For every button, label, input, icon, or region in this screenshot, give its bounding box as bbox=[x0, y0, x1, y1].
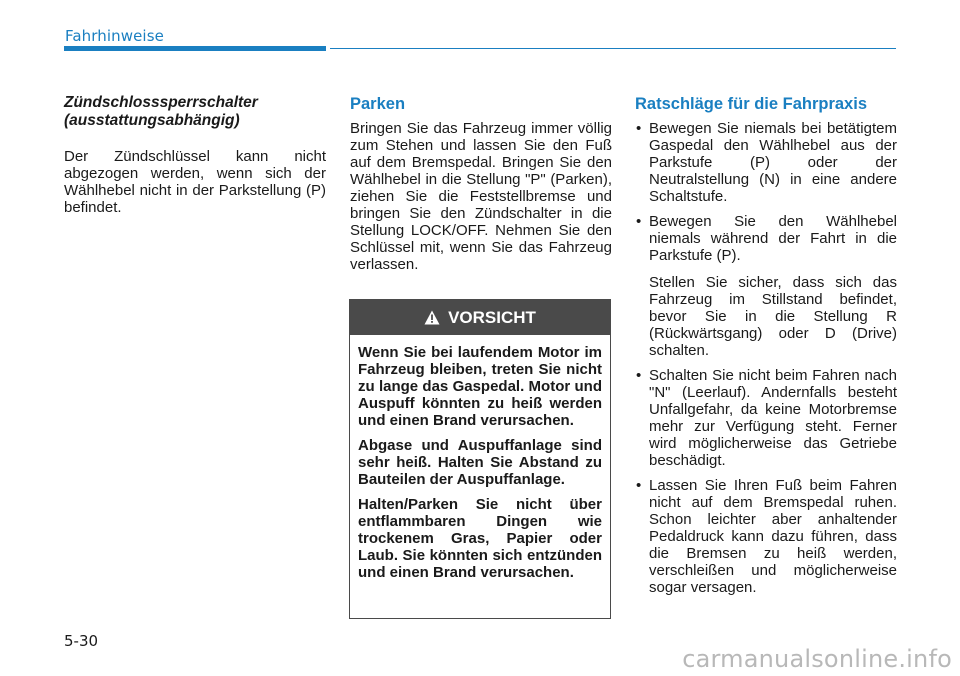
caution-header bbox=[350, 300, 610, 335]
driving-tips-list bbox=[635, 120, 897, 596]
ignition-lock-title-line1: Zündschlosssperrschalter bbox=[64, 94, 258, 111]
parking-body: Bringen Sie das Fahrzeug immer völlig zum Stehen und lassen Sie den Fuß auf dem Bremspedal. Bringen Sie den Wählhebel in die Stellung "P" (Parken), ziehen Sie die Feststellbremse und bringen Sie den Zündschalter in die Stellung LOCK/OFF. Nehmen Sie den Schlüssel mit, wenn Sie das Fahrzeug verlassen. bbox=[350, 120, 612, 273]
caution-paragraph-1: Wenn Sie bei laufendem Motor im Fahrzeug bleiben, treten Sie nicht zu lange das Gaspedal. Motor und Auspuff könnten zu heiß werden und einen Brand verursachen. bbox=[358, 344, 602, 429]
bullet: • bbox=[636, 120, 642, 137]
header-rule-thin bbox=[330, 48, 896, 49]
driving-tips-title: Ratschläge für die Fahrpraxis bbox=[635, 95, 867, 113]
list-item bbox=[635, 477, 897, 596]
ignition-lock-title bbox=[64, 94, 326, 130]
list-item bbox=[635, 367, 897, 469]
list-item-text: Lassen Sie Ihren Fuß beim Fahren nicht auf dem Bremspedal ruhen. Schon leichter aber anhaltender Pedaldruck kann dazu führen, dass die Bremsen zu heiß werden, verschleißen und möglicherweise sogar versagen. bbox=[649, 477, 897, 596]
column-parking bbox=[350, 94, 612, 277]
caution-paragraph-3: Halten/Parken Sie nicht über entflammbaren Dingen wie trockenem Gras, Papier oder Laub. Sie könnten sich entzünden und einen Brand verursachen. bbox=[358, 496, 602, 581]
warning-triangle-icon bbox=[424, 310, 440, 325]
watermark: carmanualsonline.info bbox=[682, 645, 952, 673]
parking-title: Parken bbox=[350, 95, 406, 113]
list-item-text: Bewegen Sie den Wählhebel niemals während der Fahrt in die Parkstufe (P). bbox=[649, 213, 897, 264]
column-driving-tips bbox=[635, 94, 897, 604]
column-ignition-lock bbox=[64, 94, 326, 220]
caution-paragraph-2: Abgase und Auspuffanlage sind sehr heiß. Halten Sie Abstand zu Bauteilen der Auspuffanlage. bbox=[358, 437, 602, 488]
caution-box bbox=[349, 299, 611, 619]
list-item-text: Schalten Sie nicht beim Fahren nach "N" (Leerlauf). Andernfalls besteht Unfallgefahr, da keine Motorbremse mehr zur Verfügung steht. Ferner wird möglicherweise das Getriebe beschädigt. bbox=[649, 367, 897, 469]
header-rule-thick bbox=[64, 46, 326, 51]
section-header: Fahrhinweise bbox=[65, 27, 164, 45]
list-item-subtext: Stellen Sie sicher, dass sich das Fahrzeug im Stillstand befindet, bevor Sie in die Stellung R (Rückwärtsgang) oder D (Drive) schalten. bbox=[649, 274, 897, 359]
bullet: • bbox=[636, 477, 642, 494]
bullet: • bbox=[636, 213, 642, 230]
bullet: • bbox=[636, 367, 642, 384]
page-number: 5-30 bbox=[64, 632, 99, 650]
ignition-lock-title-line2: (ausstattungsabhängig) bbox=[64, 112, 240, 129]
list-item bbox=[635, 120, 897, 205]
caution-body bbox=[350, 335, 610, 581]
list-item bbox=[635, 213, 897, 359]
list-item-text: Bewegen Sie niemals bei betätigtem Gaspedal den Wählhebel aus der Parkstufe (P) oder der Neutralstellung (N) in eine andere Schaltstufe. bbox=[649, 120, 897, 205]
caution-title: VORSICHT bbox=[448, 307, 536, 327]
ignition-lock-body: Der Zündschlüssel kann nicht abgezogen werden, wenn sich der Wählhebel nicht in der Parkstellung (P) befindet. bbox=[64, 148, 326, 216]
